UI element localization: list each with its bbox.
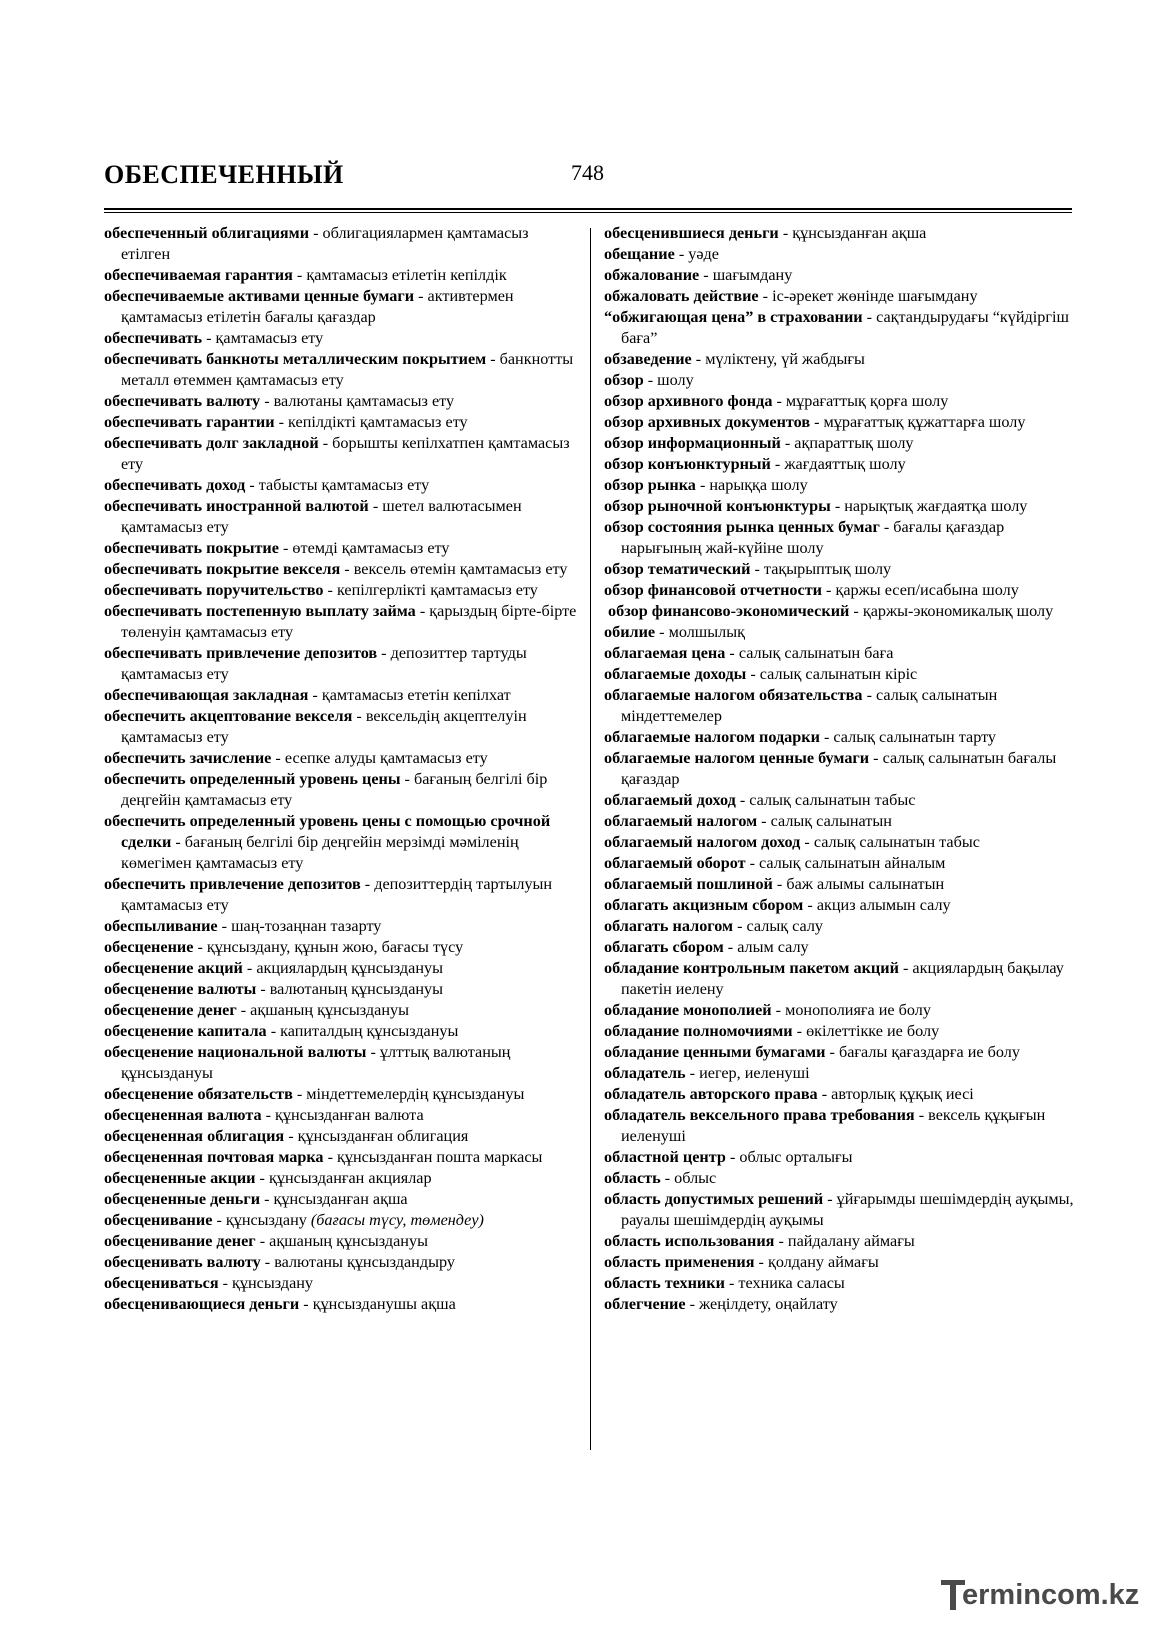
dictionary-entry — [104, 1252, 580, 1273]
entry-definition: - есепке алуды қамтамасыз ету — [271, 749, 488, 767]
entry-term: обесценение акций — [104, 959, 243, 977]
entry-term: обладатель — [604, 1064, 686, 1082]
entry-definition: - депозиттердің тартылуын қамтамасыз ету — [121, 875, 553, 914]
entry-definition: - қолдану аймағы — [754, 1253, 879, 1271]
dictionary-entry — [604, 937, 1076, 958]
dictionary-entry — [604, 832, 1076, 853]
entry-term: обеспечивать поручительство — [104, 581, 324, 599]
entry-definition: - қаржы есеп/исабына шолу — [821, 581, 1019, 599]
entry-term: обладание полномочиями — [604, 1022, 793, 1040]
entry-definition: - вексельдің акцептелуін қамтамасыз ету — [121, 707, 527, 746]
dictionary-entry — [104, 643, 580, 685]
entry-definition: - салық салынатын міндеттемелер — [621, 686, 998, 725]
dictionary-entry — [604, 1273, 1076, 1294]
entry-definition: - вексель құқығын иеленуші — [621, 1106, 1046, 1145]
dictionary-entry — [104, 748, 580, 769]
entry-term: обзаведение — [604, 350, 692, 368]
entry-term: обеспечивать долг закладной — [104, 434, 319, 452]
entry-term: обесценение национальной валюты — [104, 1043, 367, 1061]
dictionary-entry — [104, 706, 580, 748]
entry-term: обещание — [604, 245, 675, 263]
dictionary-entry — [604, 496, 1076, 517]
entry-definition: - қаржы-экономикалық шолу — [849, 602, 1054, 620]
entry-note: (бағасы түсу, төмендеу) — [310, 1211, 484, 1229]
dictionary-entry — [104, 1042, 580, 1084]
entry-definition: - мұрағаттық қорға шолу — [772, 392, 949, 410]
dictionary-entry — [604, 1063, 1076, 1084]
entry-term: облагать налогом — [604, 917, 734, 935]
entry-term: облагаемый налогом — [604, 812, 758, 830]
entry-term: обзор состояния рынка ценных бумаг — [604, 518, 880, 536]
dictionary-entry — [104, 769, 580, 811]
entry-term: облагаемые налогом подарки — [604, 728, 820, 746]
dictionary-entry — [104, 1021, 580, 1042]
dictionary-entry — [604, 391, 1076, 412]
dictionary-entry — [104, 1126, 580, 1147]
dictionary-entry — [104, 1294, 580, 1315]
entry-definition: - шолу — [643, 371, 694, 389]
entry-term: обесцененные акции — [104, 1169, 256, 1187]
entry-term: обесцененная почтовая марка — [104, 1148, 324, 1166]
dictionary-entry — [104, 1105, 580, 1126]
entry-definition: - ұлттық валютаның құнсыздануы — [121, 1043, 511, 1082]
entry-definition: - акциялардың құнсыздануы — [242, 959, 443, 977]
entry-term: обладание монополией — [604, 1001, 772, 1019]
entry-definition: - шетел валютасымен қамтамасыз ету — [121, 497, 522, 536]
dictionary-entry — [604, 307, 1076, 349]
dictionary-entry — [604, 370, 1076, 391]
dictionary-entry — [104, 1231, 580, 1252]
entry-definition: - кепілдікті қамтамасыз ету — [274, 413, 468, 431]
entry-definition: - борышты кепілхатпен қамтамасыз ету — [121, 434, 570, 473]
entry-definition: - өкілеттікке ие болу — [792, 1022, 940, 1040]
dictionary-entry — [604, 580, 1076, 601]
running-header-word: ОБЕСПЕЧЕННЫЙ — [104, 160, 344, 189]
entry-term: обесценившиеся деньги — [604, 224, 779, 242]
header-rule-thin — [104, 212, 1072, 213]
right-column — [604, 223, 1076, 1315]
entry-term: обжаловать действие — [604, 287, 759, 305]
entry-term: обзор тематический — [604, 560, 751, 578]
dictionary-entry — [604, 895, 1076, 916]
dictionary-entry — [604, 1021, 1076, 1042]
dictionary-entry — [104, 1168, 580, 1189]
entry-term: обеспечивать валюту — [104, 392, 261, 410]
dictionary-entry — [604, 643, 1076, 664]
entry-definition: - салық салынатын бағалы қағаздар — [621, 749, 1057, 788]
entry-term: обеспечивать привлечение депозитов — [104, 644, 378, 662]
dictionary-entry — [604, 1252, 1076, 1273]
entry-definition: - құнсызданған ақша — [778, 224, 927, 242]
entry-term: обзор архивных документов — [604, 413, 811, 431]
left-column — [104, 223, 580, 1315]
entry-term: обесцененные деньги — [104, 1190, 261, 1208]
entry-term: облагаемые налогом обязательства — [604, 686, 863, 704]
entry-term: облагаемый оборот — [604, 854, 746, 872]
dictionary-entry — [604, 727, 1076, 748]
entry-term: облагаемый доход — [604, 791, 736, 809]
entry-term: облагаемые доходы — [604, 665, 747, 683]
dictionary-entry — [604, 622, 1076, 643]
entry-definition: - салық салынатын айналым — [745, 854, 946, 872]
dictionary-entry — [604, 1147, 1076, 1168]
entry-definition: - банкнотты металл өтеммен қамтамасыз ету — [121, 350, 574, 389]
entry-definition: - тақырыптық шолу — [750, 560, 892, 578]
dictionary-entry — [104, 916, 580, 937]
entry-definition: - капиталдың құнсыздануы — [266, 1022, 459, 1040]
entry-term: обеспечивать доход — [104, 476, 246, 494]
watermark — [940, 1575, 1140, 1625]
entry-definition: - өтемді қамтамасыз ету — [278, 539, 450, 557]
entry-definition: - мүліктену, үй жабдығы — [691, 350, 865, 368]
entry-term: область — [604, 1169, 661, 1187]
entry-definition: - құнсызданған валюта — [261, 1106, 424, 1124]
entry-term: обеспечивать покрытие — [104, 539, 279, 557]
dictionary-entry — [604, 1231, 1076, 1252]
dictionary-entry — [104, 1189, 580, 1210]
dictionary-entry — [104, 286, 580, 328]
entry-term: обеспечивать — [104, 329, 203, 347]
dictionary-entry — [104, 580, 580, 601]
dictionary-entry — [604, 349, 1076, 370]
dictionary-entry — [104, 958, 580, 979]
entry-term: область допустимых решений — [604, 1190, 824, 1208]
entry-term: областной центр — [604, 1148, 726, 1166]
dictionary-entry — [604, 286, 1076, 307]
dictionary-entry — [604, 685, 1076, 727]
entry-definition: - жағдаяттық шолу — [770, 455, 906, 473]
entry-term: обеспечить зачисление — [104, 749, 272, 767]
entry-term: обеспечивать банкноты металлическим покрытием — [104, 350, 487, 368]
entry-term: обесценение денег — [104, 1001, 237, 1019]
entry-definition: - ақшаның құнсыздануы — [236, 1001, 409, 1019]
entry-definition: - акциз алымын салу — [803, 896, 951, 914]
dictionary-entry — [104, 1273, 580, 1294]
entry-term: обзор финансово-экономический — [608, 602, 850, 620]
entry-term: облагаемая цена — [604, 644, 726, 662]
entry-term: облагаемый пошлиной — [604, 875, 773, 893]
dictionary-entry — [104, 811, 580, 874]
dictionary-entry — [604, 475, 1076, 496]
dictionary-entry — [604, 874, 1076, 895]
entry-term: обладание контрольным пакетом акций — [604, 959, 899, 977]
dictionary-entry — [104, 265, 580, 286]
entry-term: обладание ценными бумагами — [604, 1043, 826, 1061]
entry-definition: - бағалы қағаздар нарығының жай-күйіне шолу — [621, 518, 1005, 557]
dictionary-entry — [104, 1147, 580, 1168]
watermark-text: ermincom.kz — [962, 1579, 1140, 1611]
entry-definition: - салық салу — [733, 917, 823, 935]
entry-definition: - шағымдану — [699, 266, 793, 284]
entry-definition: - салық салынатын кіріс — [746, 665, 918, 683]
dictionary-entry — [604, 811, 1076, 832]
entry-definition: - құнсызданушы ақша — [299, 1295, 456, 1313]
entry-term: облагаемые налогом ценные бумаги — [604, 749, 870, 767]
entry-term: обеспечить привлечение депозитов — [104, 875, 361, 893]
entry-definition: - пайдалану аймағы — [774, 1232, 915, 1250]
entry-definition: - салық салынатын баға — [725, 644, 894, 662]
dictionary-entry — [104, 1210, 580, 1231]
entry-term: обеспеченный облигациями — [104, 224, 310, 242]
dictionary-entry — [604, 454, 1076, 475]
dictionary-entry — [604, 958, 1076, 1000]
entry-term: обеспечивать иностранной валютой — [104, 497, 369, 515]
entry-definition: - валютаны құнсыздандыру — [260, 1253, 455, 1271]
entry-definition: - ақпараттық шолу — [780, 434, 914, 452]
entry-term: обеспечивать постепенную выплату займа — [104, 602, 416, 620]
dictionary-entry — [104, 433, 580, 475]
entry-term: обеспыливание — [104, 917, 218, 935]
entry-term: “обжигающая цена” в страховании — [604, 308, 863, 326]
entry-term: обеспечивающая закладная — [104, 686, 309, 704]
dictionary-entry — [104, 1084, 580, 1105]
dictionary-entry — [104, 1000, 580, 1021]
entry-term: область применения — [604, 1253, 755, 1271]
entry-term: обеспечивать покрытие векселя — [104, 560, 341, 578]
entry-definition: - активтермен қамтамасыз етілетін бағалы қағаздар — [121, 287, 514, 326]
entry-definition: - монополияға ие болу — [771, 1001, 931, 1019]
dictionary-entry — [604, 559, 1076, 580]
entry-definition: - валютаның құнсыздануы — [256, 980, 444, 998]
entry-term: обзор информационный — [604, 434, 781, 452]
entry-definition: - мұрағаттық құжаттарға шолу — [810, 413, 1026, 431]
entry-term: облагать сбором — [604, 938, 724, 956]
entry-definition: - шаң-тозаңнан тазарту — [217, 917, 382, 935]
entry-definition: - құнсызданған облигация — [284, 1127, 469, 1145]
entry-term: обзор — [604, 371, 644, 389]
entry-definition: - табысты қамтамасыз ету — [245, 476, 430, 494]
header-rule-thick — [104, 208, 1072, 210]
entry-term: обжалование — [604, 266, 700, 284]
dictionary-entry — [104, 937, 580, 958]
entry-definition: - жеңілдету, оңайлату — [685, 1295, 838, 1313]
dictionary-entry — [104, 601, 580, 643]
entry-term: обесценивать валюту — [104, 1253, 261, 1271]
dictionary-entry — [104, 979, 580, 1000]
dictionary-entry — [604, 664, 1076, 685]
entry-definition: - ұйғарымды шешімдердің ауқымы, рауалы шешімдердің ауқымы — [621, 1190, 1074, 1229]
entry-term: обесцененная облигация — [104, 1127, 285, 1145]
entry-definition: - қамтамасыз ететін кепілхат — [308, 686, 511, 704]
entry-definition: - нарықтық жағдаятқа шолу — [830, 497, 1028, 515]
entry-definition: - іс-әрекет жөнінде шағымдану — [758, 287, 978, 305]
entry-definition: - вексель өтемін қамтамасыз ету — [340, 560, 568, 578]
dictionary-entry — [604, 853, 1076, 874]
entry-term: обзор финансовой отчетности — [604, 581, 822, 599]
dictionary-entry — [604, 517, 1076, 559]
column-divider — [590, 228, 591, 1450]
entry-definition: - нарыққа шолу — [695, 476, 808, 494]
entry-definition: - молшылық — [655, 623, 745, 641]
entry-definition: - құнсыздану — [218, 1274, 314, 1292]
entry-term: обзор рыночной конъюнктуры — [604, 497, 831, 515]
dictionary-entry — [104, 496, 580, 538]
entry-term: обладатель вексельного права требования — [604, 1106, 915, 1124]
entry-definition: - облигациялармен қамтамасыз етілген — [121, 224, 529, 263]
entry-definition: - бағалы қағаздарға ие болу — [825, 1043, 1020, 1061]
entry-term: обесцениваться — [104, 1274, 219, 1292]
dictionary-entry — [604, 1294, 1076, 1315]
entry-definition: - салық салынатын тарту — [819, 728, 997, 746]
dictionary-entry — [604, 433, 1076, 454]
entry-definition: - депозиттер тартуды қамтамасыз ету — [121, 644, 527, 683]
dictionary-entry — [604, 916, 1076, 937]
dictionary-entry — [604, 1105, 1076, 1147]
entry-definition: - салық салынатын — [757, 812, 892, 830]
dictionary-entry — [604, 244, 1076, 265]
entry-term: обеспечивать гарантии — [104, 413, 275, 431]
entry-term: область использования — [604, 1232, 775, 1250]
entry-term: облагать акцизным сбором — [604, 896, 804, 914]
dictionary-entry — [104, 538, 580, 559]
entry-definition: - сақтандырудағы “күйдіргіш баға” — [621, 308, 1069, 347]
dictionary-entry — [104, 328, 580, 349]
dictionary-entry — [104, 475, 580, 496]
entry-definition: - құнсызданған пошта маркасы — [323, 1148, 543, 1166]
entry-term: обилие — [604, 623, 656, 641]
entry-definition: - міндеттемелердің құнсыздануы — [292, 1085, 525, 1103]
dictionary-entry — [604, 265, 1076, 286]
dictionary-entry — [104, 874, 580, 916]
entry-definition: - құнсызданған ақша — [260, 1190, 408, 1208]
entry-term: обзор конъюнктурный — [604, 455, 771, 473]
entry-definition: - кепілгерлікті қамтамасыз ету — [323, 581, 538, 599]
dictionary-entry — [104, 223, 580, 265]
dictionary-entry — [604, 790, 1076, 811]
entry-term: область техники — [604, 1274, 725, 1292]
dictionary-entry — [604, 412, 1076, 433]
entry-definition: - облыс — [660, 1169, 717, 1187]
entry-term: обесцененная валюта — [104, 1106, 262, 1124]
entry-definition: - құнсыздану — [212, 1211, 311, 1229]
dictionary-entry — [604, 1189, 1076, 1231]
entry-definition: - бағаның белгілі бір деңгейін қамтамасыз ету — [121, 770, 548, 809]
entry-definition: - иегер, иеленуші — [685, 1064, 810, 1082]
dictionary-entry — [604, 223, 1076, 244]
dictionary-entry — [104, 349, 580, 391]
entry-term: обесценивание — [104, 1211, 213, 1229]
entry-definition: - алым салу — [723, 938, 809, 956]
entry-definition: - акциялардың бақылау пакетін иелену — [621, 959, 1064, 998]
entry-term: обзор архивного фонда — [604, 392, 773, 410]
entry-definition: - облыс орталығы — [725, 1148, 853, 1166]
dictionary-entry — [604, 1084, 1076, 1105]
entry-definition: - қарыздың бірте-бірте төленуін қамтамасыз ету — [121, 602, 577, 641]
dictionary-entry — [104, 412, 580, 433]
dictionary-entry — [104, 685, 580, 706]
dictionary-entry — [604, 1000, 1076, 1021]
dictionary-entry — [104, 559, 580, 580]
dictionary-entry — [604, 1042, 1076, 1063]
entry-term: обесценивающиеся деньги — [104, 1295, 300, 1313]
entry-term: облегчение — [604, 1295, 686, 1313]
entry-definition: - құнсыздану, құнын жою, бағасы түсу — [193, 938, 464, 956]
entry-definition: - валютаны қамтамасыз ету — [260, 392, 455, 410]
entry-term: обзор рынка — [604, 476, 696, 494]
entry-term: обеспечить определенный уровень цены с помощью срочной сделки — [104, 812, 551, 851]
entry-definition: - баж алымы салынатын — [772, 875, 945, 893]
entry-term: обладатель авторского права — [604, 1085, 818, 1103]
dictionary-entry — [604, 601, 1076, 622]
entry-term: обесценивание денег — [104, 1232, 256, 1250]
dictionary-entry — [604, 1168, 1076, 1189]
entry-definition: - уәде — [674, 245, 719, 263]
entry-definition: - салық салынатын табыс — [735, 791, 916, 809]
entry-definition: - бағаның белгілі бір деңгейін мерзімді мәміленің көмегімен қамтамасыз ету — [121, 833, 519, 872]
entry-definition: - құнсызданған акциялар — [255, 1169, 432, 1187]
entry-term: облагаемый налогом доход — [604, 833, 801, 851]
entry-term: обеспечиваемая гарантия — [104, 266, 293, 284]
entry-term: обеспечить акцептование векселя — [104, 707, 353, 725]
entry-definition: - техника саласы — [724, 1274, 845, 1292]
entry-term: обесценение капитала — [104, 1022, 267, 1040]
entry-definition: - қамтамасыз етілетін кепілдік — [292, 266, 507, 284]
entry-term: обесценение — [104, 938, 194, 956]
entry-term: обесценение валюты — [104, 980, 257, 998]
entry-definition: - салық салынатын табыс — [800, 833, 980, 851]
entry-definition: - ақшаның құнсыздануы — [255, 1232, 428, 1250]
page-number: 748 — [571, 160, 604, 185]
entry-term: обесценение обязательств — [104, 1085, 293, 1103]
dictionary-entry — [604, 748, 1076, 790]
entry-term: обеспечиваемые активами ценные бумаги — [104, 287, 415, 305]
entry-definition: - авторлық құқық иесі — [817, 1085, 974, 1103]
dictionary-entry — [104, 391, 580, 412]
entry-definition: - қамтамасыз ету — [202, 329, 324, 347]
entry-term: обеспечить определенный уровень цены — [104, 770, 401, 788]
